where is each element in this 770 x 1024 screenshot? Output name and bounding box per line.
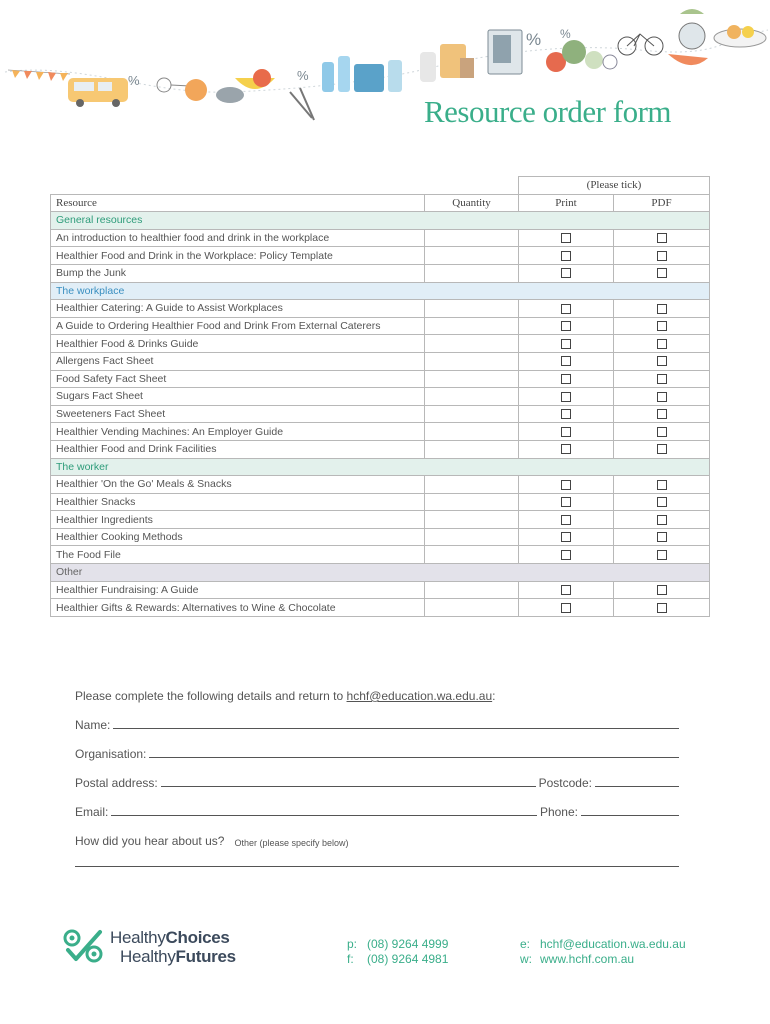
hear-row (75, 832, 679, 848)
section-title: Other (51, 564, 710, 582)
table-row (51, 352, 710, 370)
section-title: The workplace (51, 282, 710, 300)
table-row (51, 370, 710, 388)
pdf-cell (614, 511, 710, 529)
print-cell (519, 247, 614, 265)
intro-text: Please complete the following details and return to (75, 689, 344, 703)
print-checkbox[interactable] (561, 374, 571, 384)
pdf-checkbox[interactable] (657, 321, 667, 331)
pdf-cell (614, 317, 710, 335)
print-checkbox[interactable] (561, 251, 571, 261)
print-cell (519, 511, 614, 529)
table-row (51, 581, 710, 599)
print-cell (519, 440, 614, 458)
pdf-checkbox[interactable] (657, 409, 667, 419)
pdf-checkbox[interactable] (657, 339, 667, 349)
table-row (51, 335, 710, 353)
hchf-logo-icon (62, 928, 106, 964)
print-checkbox[interactable] (561, 444, 571, 454)
print-cell (519, 493, 614, 511)
section-title: General resources (51, 212, 710, 230)
name-label: Name: (75, 718, 111, 732)
pdf-cell (614, 352, 710, 370)
intro-end: : (492, 689, 496, 703)
pdf-cell (614, 599, 710, 617)
svg-text:%: % (526, 30, 542, 49)
tick-header: (Please tick) (519, 177, 710, 195)
pdf-checkbox[interactable] (657, 444, 667, 454)
pdf-cell (614, 423, 710, 441)
pdf-checkbox[interactable] (657, 374, 667, 384)
print-checkbox[interactable] (561, 585, 571, 595)
email-field[interactable] (111, 814, 537, 816)
pdf-cell (614, 405, 710, 423)
resource-name: Healthier Fundraising: A Guide (51, 581, 425, 599)
print-cell (519, 476, 614, 494)
resource-name: Healthier Catering: A Guide to Assist Workplaces (51, 300, 425, 318)
print-cell (519, 300, 614, 318)
quantity-cell[interactable] (425, 528, 519, 546)
print-checkbox[interactable] (561, 515, 571, 525)
print-cell (519, 423, 614, 441)
resource-name: Sugars Fact Sheet (51, 388, 425, 406)
table-row (51, 423, 710, 441)
table-row (51, 247, 710, 265)
details-intro (75, 687, 679, 703)
contact-online (520, 937, 686, 967)
pdf-cell (614, 300, 710, 318)
contact-phones (347, 937, 448, 967)
bicycle-icon (618, 34, 663, 55)
table-row (51, 511, 710, 529)
quantity-cell[interactable] (425, 264, 519, 282)
resource-name: Healthier Food & Drinks Guide (51, 335, 425, 353)
quantity-cell[interactable] (425, 581, 519, 599)
email-key: e: (520, 937, 531, 951)
pdf-checkbox[interactable] (657, 268, 667, 278)
print-checkbox[interactable] (561, 427, 571, 437)
email-label: Email: (75, 805, 109, 819)
quantity-cell[interactable] (425, 405, 519, 423)
pdf-cell (614, 546, 710, 564)
print-cell (519, 229, 614, 247)
pdf-cell (614, 581, 710, 599)
bottles-icon (322, 56, 402, 92)
section-row (51, 282, 710, 300)
print-cell (519, 335, 614, 353)
print-cell (519, 581, 614, 599)
svg-text:%: % (560, 27, 571, 41)
pdf-cell (614, 388, 710, 406)
pdf-cell (614, 264, 710, 282)
print-cell (519, 405, 614, 423)
return-email-link[interactable]: hchf@education.wa.edu.au (346, 689, 493, 703)
resource-name: Healthier Gifts & Rewards: Alternatives to Wine & Chocolate (51, 599, 425, 617)
resource-name: Healthier Food and Drink in the Workplace: Policy Template (51, 247, 425, 265)
organisation-label: Organisation: (75, 747, 147, 761)
organisation-row (75, 745, 679, 761)
table-row (51, 546, 710, 564)
postcode-label: Postcode: (538, 776, 592, 790)
section-row (51, 564, 710, 582)
quantity-cell[interactable] (425, 229, 519, 247)
svg-text:%: % (297, 68, 309, 83)
quantity-cell[interactable] (425, 388, 519, 406)
pdf-cell (614, 493, 710, 511)
quantity-cell[interactable] (425, 247, 519, 265)
section-title: The worker (51, 458, 710, 476)
print-checkbox[interactable] (561, 268, 571, 278)
page-title: Resource order form (424, 94, 672, 129)
quantity-cell[interactable] (425, 423, 519, 441)
quantity-cell[interactable] (425, 335, 519, 353)
resource-table (50, 176, 710, 617)
pdf-cell (614, 229, 710, 247)
section-row (51, 458, 710, 476)
print-checkbox[interactable] (561, 356, 571, 366)
pdf-checkbox[interactable] (657, 356, 667, 366)
quantity-cell[interactable] (425, 352, 519, 370)
print-checkbox[interactable] (561, 497, 571, 507)
print-checkbox[interactable] (561, 532, 571, 542)
postcode-field[interactable] (595, 785, 679, 787)
brand-line1-a: Healthy (110, 928, 166, 947)
print-cell (519, 317, 614, 335)
quantity-cell[interactable] (425, 599, 519, 617)
specify-field[interactable] (75, 866, 679, 867)
column-header-quantity: Quantity (425, 194, 519, 212)
pdf-checkbox[interactable] (657, 497, 667, 507)
print-checkbox[interactable] (561, 550, 571, 560)
resource-name: Healthier Snacks (51, 493, 425, 511)
web-key: w: (520, 952, 532, 966)
pdf-checkbox[interactable] (657, 427, 667, 437)
table-row (51, 528, 710, 546)
cutlery-icon (290, 88, 314, 120)
resource-name: Healthier Vending Machines: An Employer Guide (51, 423, 425, 441)
print-checkbox[interactable] (561, 480, 571, 490)
resource-name: Healthier Food and Drink Facilities (51, 440, 425, 458)
print-checkbox[interactable] (561, 603, 571, 613)
phone-field[interactable] (581, 814, 679, 816)
print-checkbox[interactable] (561, 233, 571, 243)
print-cell (519, 264, 614, 282)
name-row (75, 716, 679, 732)
postal-address-field[interactable] (161, 785, 536, 787)
table-row (51, 317, 710, 335)
print-cell (519, 352, 614, 370)
quantity-cell[interactable] (425, 476, 519, 494)
section-row (51, 212, 710, 230)
hear-label: How did you hear about us? (75, 834, 225, 848)
quantity-cell[interactable] (425, 370, 519, 388)
column-header-print: Print (519, 194, 614, 212)
email-row (75, 803, 679, 819)
table-row (51, 300, 710, 318)
print-checkbox[interactable] (561, 409, 571, 419)
vending-machine-icon (488, 30, 522, 74)
table-row (51, 476, 710, 494)
postal-row (75, 774, 679, 790)
resource-name: Bump the Junk (51, 264, 425, 282)
svg-text:%: % (128, 73, 140, 88)
resource-name: Healthier Cooking Methods (51, 528, 425, 546)
dish-icon (714, 25, 766, 47)
quantity-cell[interactable] (425, 317, 519, 335)
fruit-icon (185, 69, 275, 103)
resource-name: A Guide to Ordering Healthier Food and Drink From External Caterers (51, 317, 425, 335)
pdf-cell (614, 440, 710, 458)
column-header-pdf: PDF (614, 194, 710, 212)
pdf-checkbox[interactable] (657, 304, 667, 314)
footer-web-link[interactable]: www.hchf.com.au (540, 952, 635, 966)
organisation-field[interactable] (149, 756, 679, 758)
pdf-checkbox[interactable] (657, 585, 667, 595)
table-row (51, 229, 710, 247)
resource-name: Food Safety Fact Sheet (51, 370, 425, 388)
pdf-checkbox[interactable] (657, 532, 667, 542)
footer-email-link[interactable]: hchf@education.wa.edu.au (540, 937, 686, 951)
pdf-checkbox[interactable] (657, 550, 667, 560)
phone-label: Phone: (539, 805, 578, 819)
table-row (51, 440, 710, 458)
print-cell (519, 528, 614, 546)
pdf-checkbox[interactable] (657, 392, 667, 402)
pdf-checkbox[interactable] (657, 251, 667, 261)
pepper-icon (668, 54, 708, 65)
table-row (51, 405, 710, 423)
quantity-cell[interactable] (425, 440, 519, 458)
pdf-checkbox[interactable] (657, 515, 667, 525)
column-header-resource: Resource (51, 194, 425, 212)
print-cell (519, 599, 614, 617)
phone-key: p: (347, 937, 358, 951)
table-row (51, 264, 710, 282)
print-cell (519, 546, 614, 564)
print-checkbox[interactable] (561, 321, 571, 331)
pdf-cell (614, 370, 710, 388)
table-row (51, 493, 710, 511)
print-checkbox[interactable] (561, 339, 571, 349)
quantity-cell[interactable] (425, 493, 519, 511)
food-truck-icon (68, 78, 128, 107)
postal-address-label: Postal address: (75, 776, 158, 790)
fax-key: f: (347, 952, 354, 966)
print-checkbox[interactable] (561, 304, 571, 314)
pdf-cell (614, 247, 710, 265)
pdf-cell (614, 476, 710, 494)
grocery-icon (420, 44, 474, 82)
quantity-cell[interactable] (425, 546, 519, 564)
kitchen-scale-icon (679, 9, 705, 49)
resource-name: The Food File (51, 546, 425, 564)
quantity-cell[interactable] (425, 300, 519, 318)
quantity-cell[interactable] (425, 511, 519, 529)
hear-option: Other (please specify below) (234, 838, 349, 848)
print-cell (519, 370, 614, 388)
table-row (51, 388, 710, 406)
resource-name: Healthier Ingredients (51, 511, 425, 529)
vegetables-icon (546, 40, 617, 72)
phone-number: (08) 9264 4999 (367, 937, 449, 951)
brand-name (110, 928, 236, 966)
fax-number: (08) 9264 4981 (367, 952, 449, 966)
pdf-checkbox[interactable] (657, 480, 667, 490)
name-field[interactable] (113, 727, 679, 729)
brand-line2-b: Futures (175, 947, 236, 966)
table-row (51, 599, 710, 617)
resource-name: An introduction to healthier food and drink in the workplace (51, 229, 425, 247)
pdf-cell (614, 528, 710, 546)
print-cell (519, 388, 614, 406)
print-checkbox[interactable] (561, 392, 571, 402)
resource-name: Healthier 'On the Go' Meals & Snacks (51, 476, 425, 494)
brand-line1-b: Choices (165, 928, 230, 947)
resource-name: Allergens Fact Sheet (51, 352, 425, 370)
resource-name: Sweeteners Fact Sheet (51, 405, 425, 423)
pdf-checkbox[interactable] (657, 233, 667, 243)
pdf-cell (614, 335, 710, 353)
pdf-checkbox[interactable] (657, 603, 667, 613)
brand-line2-a: Healthy (120, 947, 176, 966)
